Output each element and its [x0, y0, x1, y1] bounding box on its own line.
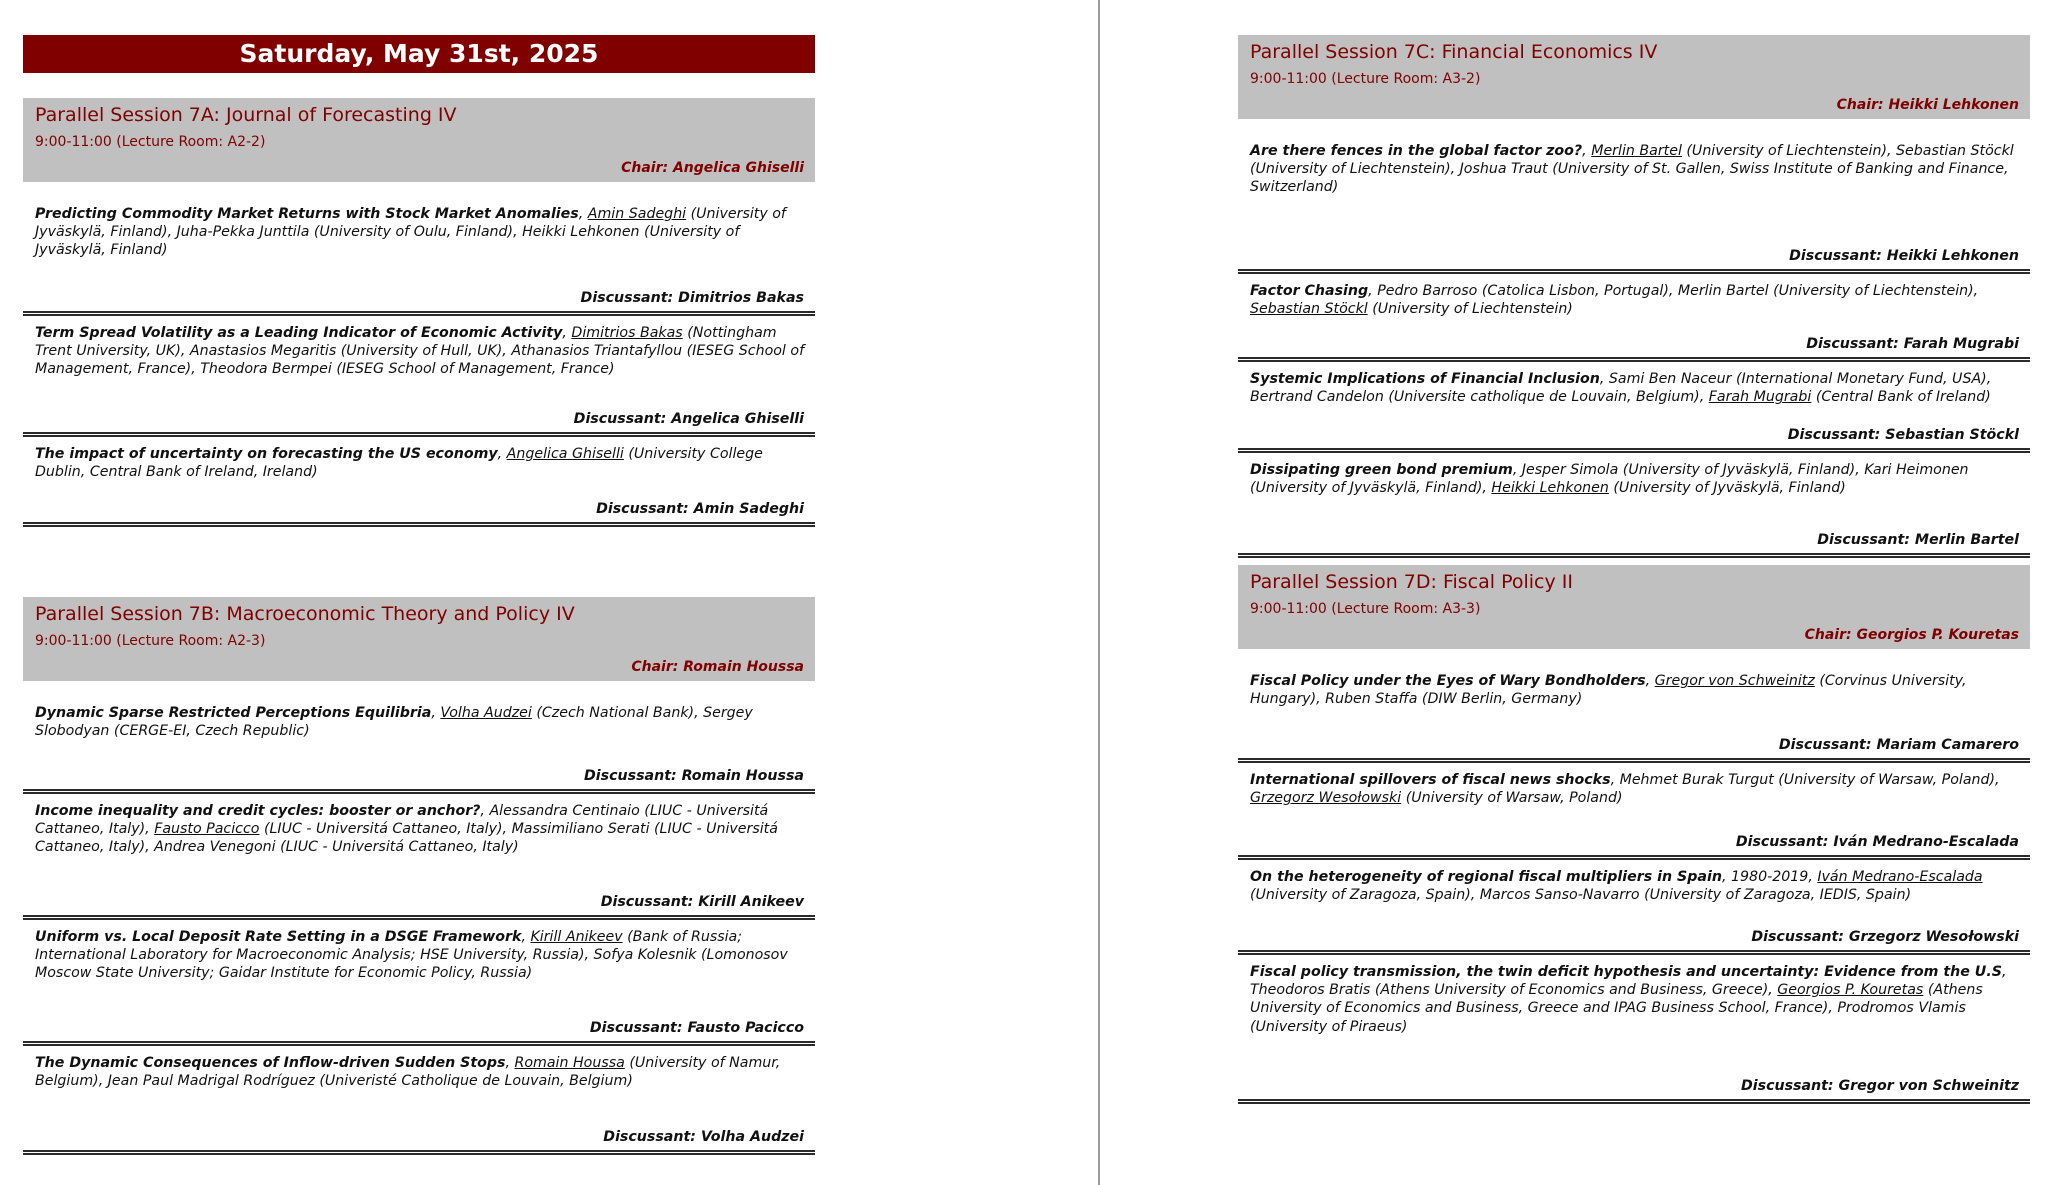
paper-entry [23, 1046, 815, 1155]
paper-authors-pre: , [1645, 673, 1655, 689]
paper-entry [1238, 274, 2030, 362]
session-header [1238, 35, 2030, 119]
session-time: 9:00-11:00 (Lecture Room: A3-2) [1250, 71, 1481, 87]
paper-authors: (Czech National Bank), Sergey Slobodyan (CERGE-EI, Czech Republic) [35, 705, 753, 740]
discussant: Discussant: Romain Houssa [584, 767, 804, 784]
paper-authors: (University of Liechtenstein), Sebastian Stöckl (University of Liechtenstein), Joshua Traut (University of St. Gallen, Swiss Institute of Banking and Finance, Switzerland) [1250, 143, 2014, 196]
paper-authors-pre: , Jesper Simola (University of Jyväskylä, Finland), Kari Heimonen (University of Jyväskylä, Finland), [1250, 462, 1969, 497]
presenter-name: Heikki Lehkonen [1491, 480, 1609, 497]
paper-authors: (University of Namur, Belgium), Jean Paul Madrigal Rodríguez (Univeristé Catholique de Louvain, Belgium) [35, 1055, 781, 1090]
paper-authors: (Corvinus University, Hungary), Ruben Staffa (DIW Berlin, Germany) [1250, 673, 1967, 708]
paper-authors-pre: , [578, 206, 588, 222]
session-chair: Chair: Georgios P. Kouretas [1804, 627, 2019, 643]
paper-title: Predicting Commodity Market Returns with Stock Market Anomalies [35, 206, 579, 222]
discussant: Discussant: Angelica Ghiselli [573, 410, 804, 427]
session-title: Parallel Session 7A: Journal of Forecasting IV [35, 104, 457, 126]
paper-entry [23, 696, 815, 794]
paper-title: The Dynamic Consequences of Inflow-driven Sudden Stops [35, 1055, 506, 1071]
session-time: 9:00-11:00 (Lecture Room: A2-3) [35, 633, 266, 649]
paper-authors: (University of Warsaw, Poland) [1401, 790, 1623, 807]
paper-title: On the heterogeneity of regional fiscal multipliers in Spain [1250, 869, 1722, 885]
paper-entry [1238, 763, 2030, 860]
session-7c [1238, 35, 2030, 558]
paper-title: Dynamic Sparse Restricted Perceptions Equilibria [35, 705, 432, 721]
paper-text [35, 802, 805, 857]
discussant: Discussant: Grzegorz Wesołowski [1751, 928, 2019, 945]
paper-text [1250, 672, 2020, 708]
paper-authors-pre: , [521, 929, 531, 945]
discussant: Discussant: Dimitrios Bakas [580, 289, 804, 306]
discussant: Discussant: Sebastian Stöckl [1787, 426, 2019, 443]
paper-authors-pre: , Mehmet Burak Turgut (University of Warsaw, Poland), [1610, 772, 2000, 788]
paper-title: Uniform vs. Local Deposit Rate Setting in a DSGE Framework [35, 929, 522, 945]
presenter-name: Angelica Ghiselli [506, 446, 624, 462]
presenter-name: Gregor von Schweinitz [1654, 673, 1815, 689]
discussant: Discussant: Fausto Pacicco [589, 1019, 804, 1036]
paper-authors-pre: , [431, 705, 441, 721]
paper-entry [1238, 362, 2030, 453]
session-7d [1238, 565, 2030, 1104]
paper-title: Income inequality and credit cycles: booster or anchor? [35, 803, 481, 819]
page-divider [1098, 0, 1100, 1185]
presenter-name: Amin Sadeghi [587, 206, 687, 222]
paper-authors: (University of Liechtenstein) [1367, 301, 1573, 318]
paper-authors: (University of Jyväskylä, Finland) [1608, 480, 1846, 497]
paper-text [1250, 461, 2020, 497]
paper-authors-pre: , Alessandra Centinaio (LIUC - Universitá Cattaneo, Italy), [35, 803, 769, 838]
paper-text [1250, 868, 2020, 904]
paper-authors-pre: , Theodoros Bratis (Athens University of Economics and Business, Greece), [1250, 964, 2007, 999]
paper-authors: (LIUC - Universitá Cattaneo, Italy), Massimiliano Serati (LIUC - Universitá Cattaneo, Italy), Andrea Venegoni (LIUC - Universitá Cattaneo, Italy) [35, 821, 778, 856]
paper-authors: (Central Bank of Ireland) [1811, 389, 1991, 406]
presenter-name: Merlin Bartel [1591, 143, 1682, 159]
paper-entry [23, 920, 815, 1046]
session-header [1238, 565, 2030, 649]
paper-title: Dissipating green bond premium [1250, 462, 1513, 478]
paper-text [35, 704, 805, 740]
paper-title: International spillovers of fiscal news shocks [1250, 772, 1611, 788]
session-7a [23, 98, 815, 527]
paper-entry [1238, 453, 2030, 558]
paper-text [35, 205, 805, 260]
presenter-name: Georgios P. Kouretas [1777, 982, 1924, 999]
presenter-name: Volha Audzei [440, 705, 532, 721]
paper-authors-pre: , Pedro Barroso (Catolica Lisbon, Portugal), Merlin Bartel (University of Liechtenstein), [1368, 283, 1979, 299]
paper-text [1250, 282, 2020, 318]
session-header [23, 597, 815, 681]
discussant: Discussant: Gregor von Schweinitz [1740, 1077, 2019, 1094]
session-time: 9:00-11:00 (Lecture Room: A2-2) [35, 134, 266, 150]
paper-authors: (Nottingham Trent University, UK), Anastasios Megaritis (University of Hull, UK), Athanasios Triantafyllou (IESEG School of Management, France), Theodora Bermpei (IESEG School of Management, France) [35, 325, 805, 378]
paper-authors: (University of Jyväskylä, Finland), Juha-Pekka Junttila (University of Oulu, Finland), Heikki Lehkonen (University of Jyväskylä, Finland) [35, 206, 786, 259]
paper-entry [1238, 860, 2030, 955]
paper-authors: (University College Dublin, Central Bank of Ireland, Ireland) [35, 446, 763, 481]
paper-authors-pre: , 1980-2019, [1721, 869, 1818, 885]
discussant: Discussant: Heikki Lehkonen [1789, 247, 2019, 264]
paper-text [35, 324, 805, 379]
paper-entry [23, 197, 815, 316]
discussant: Discussant: Volha Audzei [603, 1128, 804, 1145]
paper-title: The impact of uncertainty on forecasting the US economy [35, 446, 498, 462]
paper-text [35, 445, 805, 481]
session-header [23, 98, 815, 182]
presenter-name: Fausto Pacicco [154, 821, 260, 838]
paper-title: Are there fences in the global factor zoo? [1250, 143, 1583, 159]
paper-title: Term Spread Volatility as a Leading Indicator of Economic Activity [35, 325, 563, 341]
presenter-name: Romain Houssa [514, 1055, 625, 1071]
session-title: Parallel Session 7B: Macroeconomic Theory and Policy IV [35, 603, 575, 625]
presenter-name: Grzegorz Wesołowski [1250, 790, 1402, 807]
session-time: 9:00-11:00 (Lecture Room: A3-3) [1250, 601, 1481, 617]
discussant: Discussant: Farah Mugrabi [1806, 335, 2019, 352]
paper-title: Fiscal Policy under the Eyes of Wary Bondholders [1250, 673, 1646, 689]
paper-entry [23, 794, 815, 920]
paper-text [35, 1054, 805, 1090]
day-banner: Saturday, May 31st, 2025 [23, 35, 815, 73]
paper-title: Factor Chasing [1250, 283, 1369, 299]
paper-text [1250, 771, 2020, 807]
paper-text [35, 928, 805, 983]
discussant: Discussant: Mariam Camarero [1778, 736, 2019, 753]
paper-authors-pre: , [505, 1055, 515, 1071]
paper-authors-pre: , [497, 446, 507, 462]
paper-authors: (Bank of Russia; International Laboratory for Macroeconomic Analysis; HSE University, Russia), Sofya Kolesnik (Lomonosov Moscow State University; Gaidar Institute for Economic Policy, Russia) [35, 929, 788, 982]
paper-title: Systemic Implications of Financial Inclusion [1250, 371, 1600, 387]
presenter-name: Dimitrios Bakas [571, 325, 683, 341]
paper-authors-pre: , Sami Ben Naceur (International Monetary Fund, USA), Bertrand Candelon (Universite catholique de Louvain, Belgium), [1250, 371, 1992, 406]
paper-entry [1238, 664, 2030, 763]
presenter-name: Kirill Anikeev [530, 929, 623, 945]
paper-entry [23, 437, 815, 527]
discussant: Discussant: Iván Medrano-Escalada [1735, 833, 2019, 850]
paper-text [1250, 963, 2020, 1036]
session-chair: Chair: Romain Houssa [631, 659, 804, 675]
paper-text [1250, 142, 2020, 197]
discussant: Discussant: Kirill Anikeev [600, 893, 804, 910]
paper-authors-pre: , [1582, 143, 1592, 159]
session-chair: Chair: Heikki Lehkonen [1836, 97, 2019, 113]
discussant: Discussant: Merlin Bartel [1817, 531, 2019, 548]
paper-authors-pre: , [562, 325, 572, 341]
session-7b [23, 597, 815, 1155]
discussant: Discussant: Amin Sadeghi [596, 500, 804, 517]
paper-authors: (Athens University of Economics and Business, Greece and IPAG Business School, France), Prodromos Vlamis (University of Piraeus) [1250, 982, 1983, 1035]
session-title: Parallel Session 7D: Fiscal Policy II [1250, 571, 1573, 593]
session-chair: Chair: Angelica Ghiselli [621, 160, 804, 176]
paper-authors: (University of Zaragoza, Spain), Marcos Sanso-Navarro (University of Zaragoza, IEDIS, Spain) [1250, 887, 1912, 904]
presenter-name: Sebastian Stöckl [1250, 301, 1368, 318]
paper-entry [1238, 955, 2030, 1104]
paper-title: Fiscal policy transmission, the twin deficit hypothesis and uncertainty: Evidence from the U.S [1250, 964, 2002, 980]
presenter-name: Iván Medrano-Escalada [1817, 869, 1983, 885]
presenter-name: Farah Mugrabi [1708, 389, 1812, 406]
session-title: Parallel Session 7C: Financial Economics IV [1250, 41, 1658, 63]
paper-text [1250, 370, 2020, 406]
paper-entry [1238, 134, 2030, 274]
paper-entry [23, 316, 815, 437]
